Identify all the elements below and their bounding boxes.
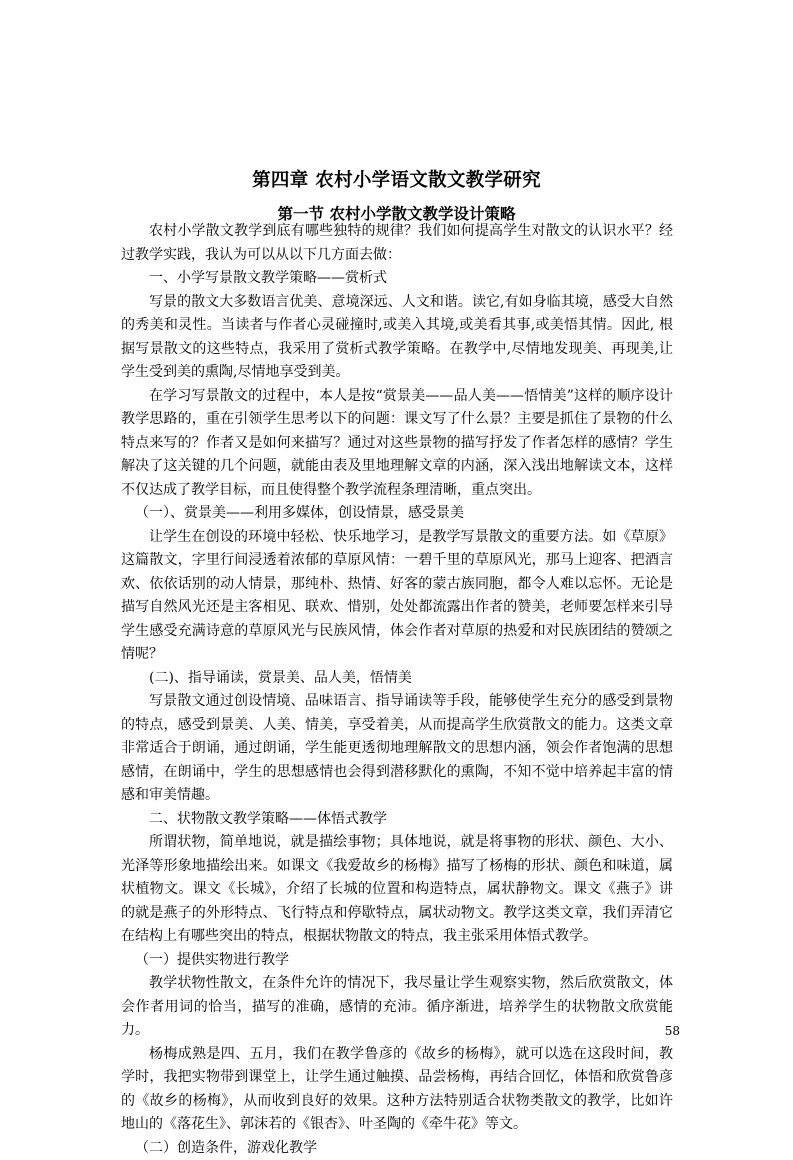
chapter-title: 第四章 农村小学语文散文教学研究 (0, 166, 793, 192)
paragraph-object-definition: 所谓状物，简单地说，就是描绘事物；具体地说，就是将事物的形状、颜色、大小、光泽等形象地描绘出来。如课文《我爱故乡的杨梅》描写了杨梅的形状、颜色和味道，属状植物文。课文《长城》，介绍了长城的位置和构造特点，属状静物文。课文《燕子》讲的就是燕子的外形特点、飞行特点和停歇特点，属状动物文。教学这类文章，我们弄清它在结构上有哪些突出的特点，根据状物散文的特点，我主张采用体悟式教学。 (121, 831, 673, 949)
subheading-multimedia: （一）、赏景美——利用多媒体，创设情景，感受景美 (121, 502, 673, 526)
paragraph-teaching-approach: 在学习写景散文的过程中，本人是按“赏景美——品人美——悟情美”这样的顺序设计教学思路的，重在引领学生思考以下的问题：课文写了什么景？主要是抓住了景物的什么特点来写的？作者又是如何来描写？通过对这些景物的描写抒发了作者怎样的感情？学生解决了这关键的几个问题，就能由表及里地理解文章的内涵，深入浅出地解读文本，这样不仅达成了教学目标，而且使得整个教学流程条理清晰，重点突出。 (121, 385, 673, 503)
heading-object-strategy: 二、状物散文教学策略——体悟式教学 (121, 808, 673, 832)
paragraph-recitation: 写景散文通过创设情境、品味语言、指导诵读等手段，能够使学生充分的感受到景物的特点，感受到景美、人美、情美，享受着美，从而提高学生欣赏散文的能力。这类文章非常适合于朗诵，通过朗诵，学生能更透彻地理解散文的思想内涵，领会作者饱满的思想感情，在朗诵中，学生的思想感情也会得到潜移默化的熏陶，不知不觉中培养起丰富的情感和审美情趣。 (121, 690, 673, 808)
subheading-recitation: (二)、指导诵读，赏景美、品人美，悟情美 (121, 667, 673, 691)
body-text (121, 220, 673, 1160)
heading-scenery-strategy: 一、小学写景散文教学策略——赏析式 (121, 267, 673, 291)
paragraph-intro: 农村小学散文教学到底有哪些独特的规律？我们如何提高学生对散文的认识水平？经过教学实践，我认为可以从以下几方面去做： (121, 220, 673, 267)
paragraph-bayberry: 杨梅成熟是四、五月，我们在教学鲁彦的《故乡的杨梅》，就可以选在这段时间，教学时，我把实物带到课堂上，让学生通过触摸、品尝杨梅，再结合回忆，体悟和欣赏鲁彦的《故乡的杨梅》，从而收到良好的效果。这种方法特别适合状物类散文的教学，比如许地山的《落花生》、郭沫若的《银杏》、叶圣陶的《牵牛花》等文。 (121, 1043, 673, 1137)
paragraph-scenery-features: 写景的散文大多数语言优美、意境深远、人文和谐。读它,有如身临其境，感受大自然的秀美和灵性。当读者与作者心灵碰撞时,或美入其境,或美看其事,或美悟其情。因此, 根据写景散文的这些特点，我采用了赏析式教学策略。在教学中,尽情地发现美、再现美,让学生受到美的熏陶,尽情地享受到美。 (121, 291, 673, 385)
page-number: 58 (640, 1024, 680, 1038)
section-title: 第一节 农村小学散文教学设计策略 (0, 202, 793, 224)
subheading-game-teaching: （二）创造条件，游戏化教学 (121, 1137, 673, 1160)
subheading-real-objects: （一）提供实物进行教学 (121, 949, 673, 973)
paragraph-real-objects: 教学状物性散文，在条件允许的情况下，我尽量让学生观察实物，然后欣赏散文，体会作者用词的恰当，描写的准确，感情的充沛。循序渐进，培养学生的状物散文欣赏能力。 (121, 972, 673, 1043)
paragraph-grassland: 让学生在创设的环境中轻松、快乐地学习，是教学写景散文的重要方法。如《草原》这篇散文，字里行间浸透着浓郁的草原风情：一碧千里的草原风光，那马上迎客、把酒言欢、依依话别的动人情景，那纯朴、热情、好客的蒙古族同胞，都令人难以忘怀。无论是描写自然风光还是主客相见、联欢、惜别，处处都流露出作者的赞美，老师要怎样来引导学生感受充满诗意的草原风光与民族风情，体会作者对草原的热爱和对民族团结的赞颂之情呢？ (121, 526, 673, 667)
